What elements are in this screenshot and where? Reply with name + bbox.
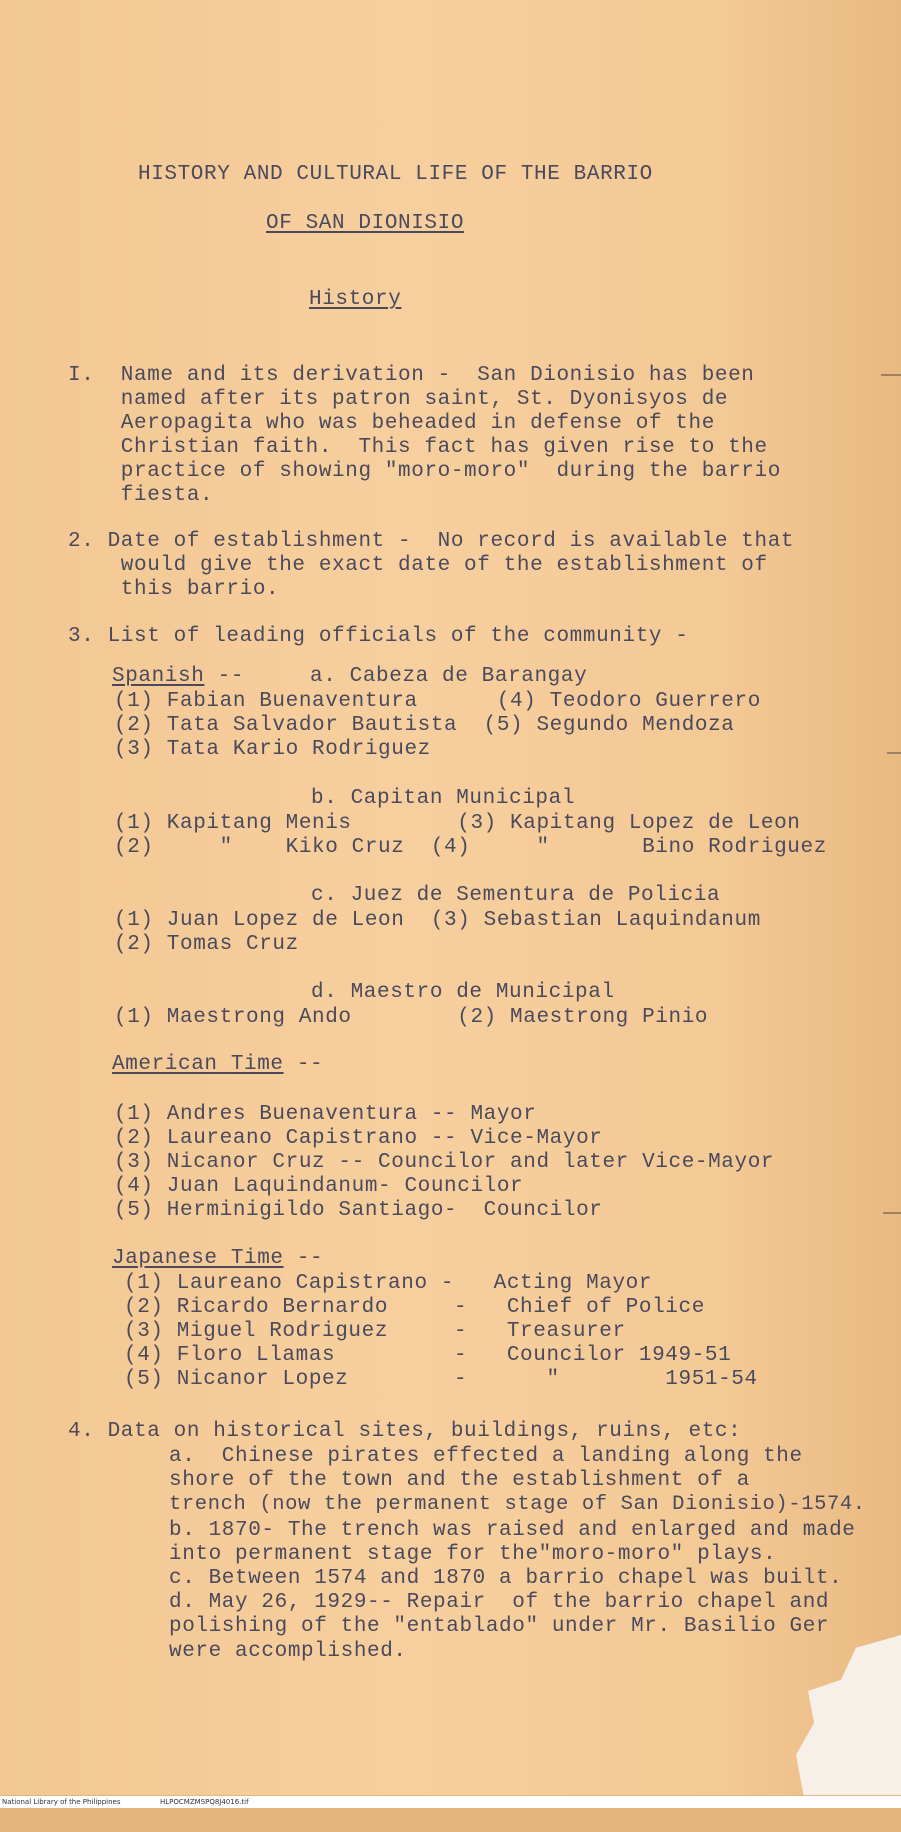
s2-line: 2. Date of establishment - No record is available that [68, 530, 795, 553]
s3-heading: 3. List of leading officials of the community - [68, 625, 689, 648]
american-line: (5) Herminigildo Santiago- Councilor [114, 1199, 603, 1222]
cabeza-line: (1) Fabian Buenaventura (4) Teodoro Guerrero [114, 690, 761, 713]
capitan-heading: b. Capitan Municipal [311, 787, 576, 810]
juez-heading: c. Juez de Sementura de Policia [311, 884, 721, 907]
spanish-label: Spanish [112, 665, 205, 688]
american-rest: -- [283, 1053, 324, 1076]
s4-line: d. May 26, 1929-- Repair of the barrio chapel and [169, 1591, 830, 1614]
s4-line: were accomplished. [169, 1640, 407, 1663]
s1-line: Aeropagita who was beheaded in defense of the [68, 412, 715, 435]
s4-line: a. Chinese pirates effected a landing along the [169, 1445, 803, 1468]
s2-line: this barrio. [68, 578, 280, 601]
s4-line: shore of the town and the establishment of a [169, 1469, 750, 1492]
s1-line: named after its patron saint, St. Dyonisyos de [68, 388, 729, 411]
s4-line: into permanent stage for the"moro-moro" plays. [169, 1543, 777, 1566]
s1-line: fiesta. [68, 484, 214, 507]
cabeza-line: (2) Tata Salvador Bautista (5) Segundo Mendoza [114, 714, 735, 737]
edge-mark [887, 752, 901, 754]
title-line-1: HISTORY AND CULTURAL LIFE OF THE BARRIO [138, 163, 653, 186]
scan-footer [0, 1796, 901, 1808]
s4-line: polishing of the "entablado" under Mr. Basilio Ger [169, 1615, 830, 1638]
spanish-heading [112, 665, 587, 689]
american-heading [112, 1053, 323, 1077]
japanese-line: (4) Floro Llamas - Councilor 1949-51 [124, 1344, 732, 1367]
section-heading: History [309, 288, 402, 311]
maestro-heading: d. Maestro de Municipal [311, 981, 615, 1004]
s1-line: Christian faith. This fact has given rise to the [68, 436, 768, 459]
japanese-label: Japanese Time [112, 1247, 284, 1270]
capitan-line: (2) " Kiko Cruz (4) " Bino Rodriguez [114, 836, 827, 859]
juez-line: (2) Tomas Cruz [114, 933, 299, 956]
cabeza-line: (3) Tata Kario Rodriguez [114, 738, 431, 761]
american-line: (3) Nicanor Cruz -- Councilor and later Vice-Mayor [114, 1151, 775, 1174]
japanese-heading [112, 1247, 323, 1271]
title-line-2: OF SAN DIONISIO [266, 212, 465, 235]
s4-heading: 4. Data on historical sites, buildings, ruins, etc: [68, 1420, 742, 1443]
japanese-line: (5) Nicanor Lopez - " 1951-54 [124, 1368, 758, 1391]
edge-mark [883, 1212, 901, 1214]
spanish-rest: -- a. Cabeza de Barangay [204, 665, 588, 688]
s1-line: I. Name and its derivation - San Dionisio has been [68, 364, 755, 387]
edge-mark [881, 374, 901, 376]
s4-line: trench (now the permanent stage of San Dionisio)-1574. [169, 1493, 866, 1516]
footer-library: National Library of the Philippines [2, 1798, 121, 1806]
s2-line: would give the exact date of the establishment of [68, 554, 768, 577]
s4-line: c. Between 1574 and 1870 a barrio chapel was built. [169, 1567, 843, 1590]
american-line: (1) Andres Buenaventura -- Mayor [114, 1103, 537, 1126]
s1-line: practice of showing "moro-moro" during the barrio [68, 460, 781, 483]
japanese-line: (2) Ricardo Bernardo - Chief of Police [124, 1296, 705, 1319]
japanese-line: (3) Miguel Rodriguez - Treasurer [124, 1320, 626, 1343]
american-label: American Time [112, 1053, 284, 1076]
japanese-line: (1) Laureano Capistrano - Acting Mayor [124, 1272, 653, 1295]
s4-line: b. 1870- The trench was raised and enlarged and made [169, 1519, 856, 1542]
footer-file-id: HLPOCMZMSPQ8J4016.tif [160, 1798, 249, 1806]
american-line: (2) Laureano Capistrano -- Vice-Mayor [114, 1127, 603, 1150]
american-line: (4) Juan Laquindanum- Councilor [114, 1175, 524, 1198]
capitan-line: (1) Kapitang Menis (3) Kapitang Lopez de Leon [114, 812, 801, 835]
juez-line: (1) Juan Lopez de Leon (3) Sebastian Laquindanum [114, 909, 761, 932]
maestro-line: (1) Maestrong Ando (2) Maestrong Pinio [114, 1006, 709, 1029]
torn-corner [751, 1635, 901, 1795]
japanese-rest: -- [283, 1247, 324, 1270]
